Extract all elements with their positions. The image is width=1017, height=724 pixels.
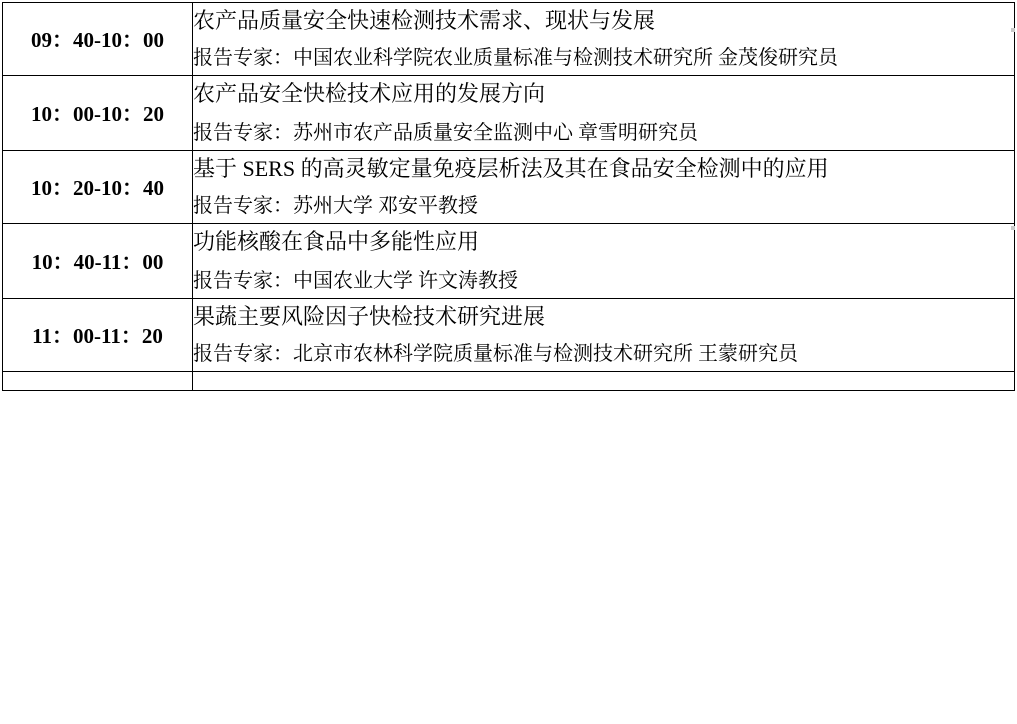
session-title: 农产品安全快检技术应用的发展方向 — [193, 81, 546, 106]
table-row — [3, 76, 1015, 151]
content-cell — [193, 76, 1015, 151]
session-speaker: 报告专家：中国农业科学院农业质量标准与检测技术研究所 金茂俊研究员 — [193, 47, 838, 69]
table-row — [3, 151, 1015, 224]
content-cell — [193, 299, 1015, 372]
session-speaker: 报告专家：北京市农林科学院质量标准与检测技术研究所 王蒙研究员 — [193, 343, 798, 365]
session-speaker: 报告专家：苏州市农产品质量安全监测中心 章雪明研究员 — [193, 122, 698, 144]
session-title: 果蔬主要风险因子快检技术研究进展 — [193, 304, 546, 329]
table-row-partial — [3, 372, 1015, 391]
time-cell: 11：00-11：20 — [3, 299, 193, 372]
time-cell: 10：20-10：40 — [3, 151, 193, 224]
session-title: 功能核酸在食品中多能性应用 — [193, 229, 480, 254]
content-cell — [193, 151, 1015, 224]
scan-edge-mark — [1011, 28, 1015, 32]
time-cell — [3, 372, 193, 391]
session-speaker: 报告专家：中国农业大学 许文涛教授 — [193, 270, 518, 292]
scan-edge-mark — [1011, 226, 1015, 230]
table-row — [3, 3, 1015, 76]
session-title: 农产品质量安全快速检测技术需求、现状与发展 — [193, 8, 656, 33]
time-cell: 10：00-10：20 — [3, 76, 193, 151]
session-title: 基于 SERS 的高灵敏定量免疫层析法及其在食品安全检测中的应用 — [193, 156, 829, 181]
content-cell — [193, 224, 1015, 299]
time-cell: 10：40-11：00 — [3, 224, 193, 299]
table-row — [3, 299, 1015, 372]
schedule-table — [2, 2, 1015, 391]
content-cell — [193, 3, 1015, 76]
time-cell: 09：40-10：00 — [3, 3, 193, 76]
table-row — [3, 224, 1015, 299]
session-speaker: 报告专家：苏州大学 邓安平教授 — [193, 195, 478, 217]
content-cell — [193, 372, 1015, 391]
